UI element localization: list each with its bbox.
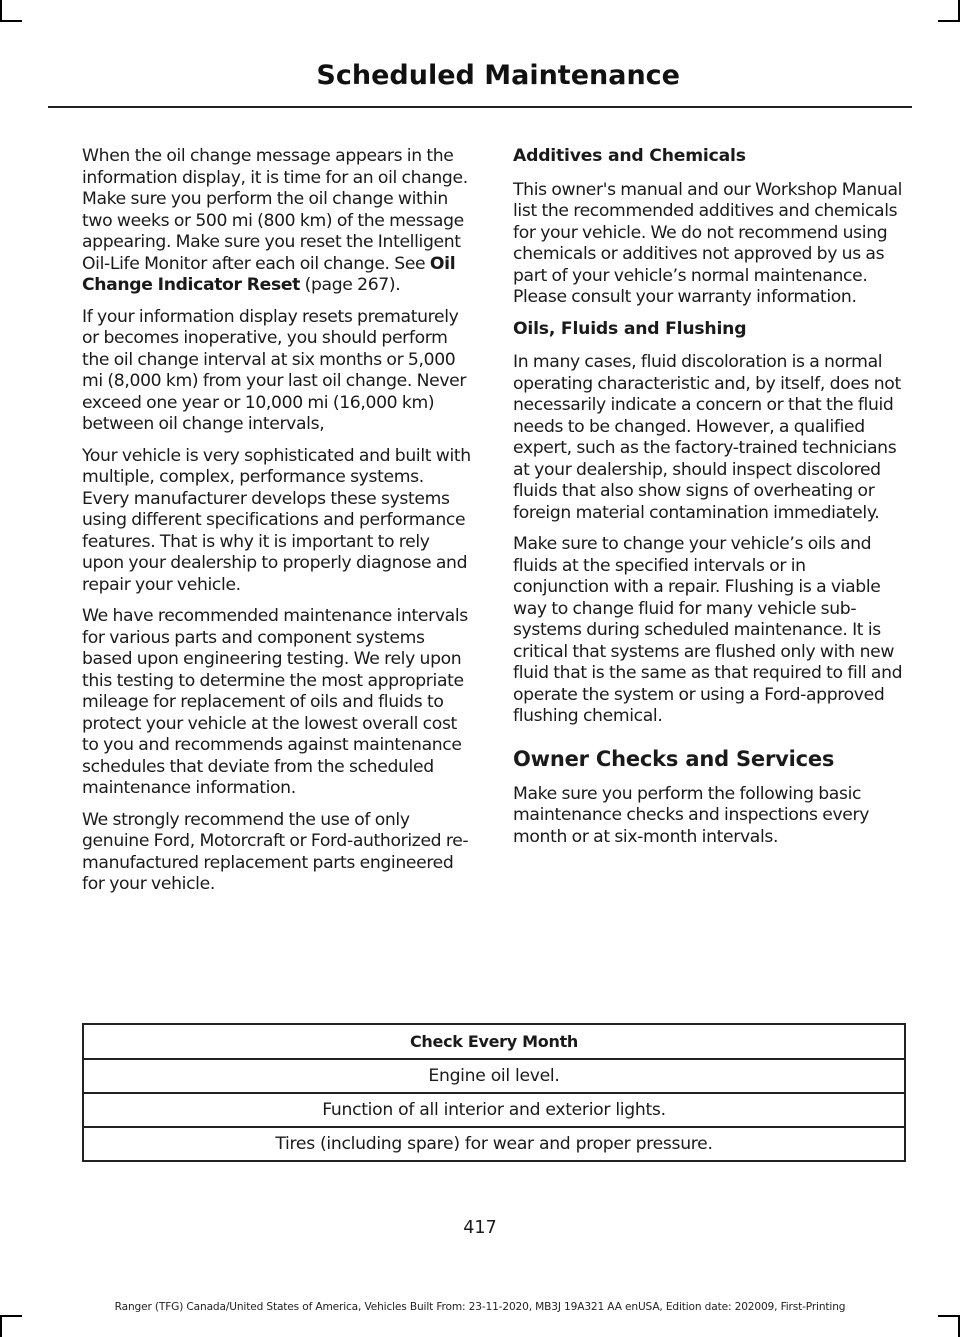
table-header-row — [83, 1024, 905, 1059]
page-title: Scheduled Maintenance — [316, 60, 680, 91]
sophisticated-vehicle-paragraph: Your vehicle is very sophisticated and built with multiple, complex, performance systems. Every manufacturer develops these systems using different specifications and performance features. That is why it is important to rely upon your dealership to properly diagnose and repair your vehicle. — [82, 445, 471, 595]
additives-paragraph: This owner's manual and our Workshop Manual list the recommended additives and chemicals for your vehicle. We do not recommend using chemicals or additives not approved by us as part of your vehicle’s normal maintenance. Please consult your warranty information. — [513, 179, 903, 307]
header-rule — [48, 106, 912, 108]
crop-mark — [0, 0, 2, 22]
footer-edition-info: Ranger (TFG) Canada/United States of America, Vehicles Built From: 23-11-2020, MB3J 19A321 AA enUSA, Edition date: 202009, First-Printing — [114, 1301, 846, 1313]
owner-checks-paragraph: Make sure you perform the following basic maintenance checks and inspections every month or at six-month intervals. — [513, 783, 870, 847]
page-reference: (page 267). — [300, 275, 401, 295]
crop-mark — [938, 20, 960, 22]
table-cell: Function of all interior and exterior lights. — [83, 1093, 905, 1127]
paragraph-text: When the oil change message appears in the information display, it is time for an oil change. Make sure you perform the oil change within two weeks or 500 mi (800 km) of the message appearing. Make sure you reset the Intelligent Oil-Life Monitor after each oil change. See — [82, 146, 468, 274]
left-column — [82, 146, 475, 906]
genuine-parts-paragraph: We strongly recommend the use of only genuine Ford, Motorcraft or Ford-authorized re-manufactured replacement parts engineered for your vehicle. — [82, 809, 469, 894]
table-cell: Engine oil level. — [83, 1059, 905, 1093]
oil-change-message-paragraph — [82, 146, 475, 297]
fluid-discoloration-paragraph: In many cases, fluid discoloration is a normal operating characteristic and, by itself, does not necessarily indicate a concern or that the fluid needs to be changed. However, a qualified expert, such as the factory-trained technicians at your dealership, should inspect discolored fluids that also show signs of overheating or foreign material contamination immediately. — [513, 352, 901, 523]
crop-mark — [938, 1315, 960, 1317]
owner-checks-heading: Owner Checks and Services — [513, 746, 835, 771]
check-every-month-table — [82, 1023, 906, 1162]
table-cell: Tires (including spare) for wear and proper pressure. — [83, 1127, 905, 1161]
table-row — [83, 1093, 905, 1127]
recommended-intervals-paragraph: We have recommended maintenance intervals for various parts and component systems based upon engineering testing. We rely upon this testing to determine the most appropriate mileage for replacement of oils and fluids to protect your vehicle at the lowest overall cost to you and recommends against maintenance schedules that deviate from the scheduled maintenance information. — [82, 606, 468, 798]
page-number: 417 — [463, 1218, 497, 1238]
cross-reference-link[interactable]: Oil Change Indicator Reset — [82, 253, 456, 295]
display-reset-paragraph: If your information display resets prematurely or becomes inoperative, you should perform the oil change interval at six months or 5,000 mi (8,000 km) from your last oil change. Never exceed one year or 10,000 mi (16,000 km) between oil change intervals, — [82, 306, 467, 434]
table-row — [83, 1059, 905, 1093]
crop-mark — [0, 1315, 2, 1337]
crop-mark — [0, 1315, 22, 1317]
additives-heading: Additives and Chemicals — [513, 146, 746, 166]
table-header: Check Every Month — [83, 1024, 905, 1059]
table-row — [83, 1127, 905, 1161]
right-column — [513, 146, 906, 858]
crop-mark — [0, 20, 22, 22]
flushing-paragraph: Make sure to change your vehicle’s oils and fluids at the specified intervals or in conjunction with a repair. Flushing is a viable way to change fluid for many vehicle sub-systems during scheduled maintenance. It is critical that systems are flushed only with new fluid that is the same as that required to fill and operate the system or using a Ford-approved flushing chemical. — [513, 534, 903, 726]
oils-fluids-heading: Oils, Fluids and Flushing — [513, 318, 747, 339]
